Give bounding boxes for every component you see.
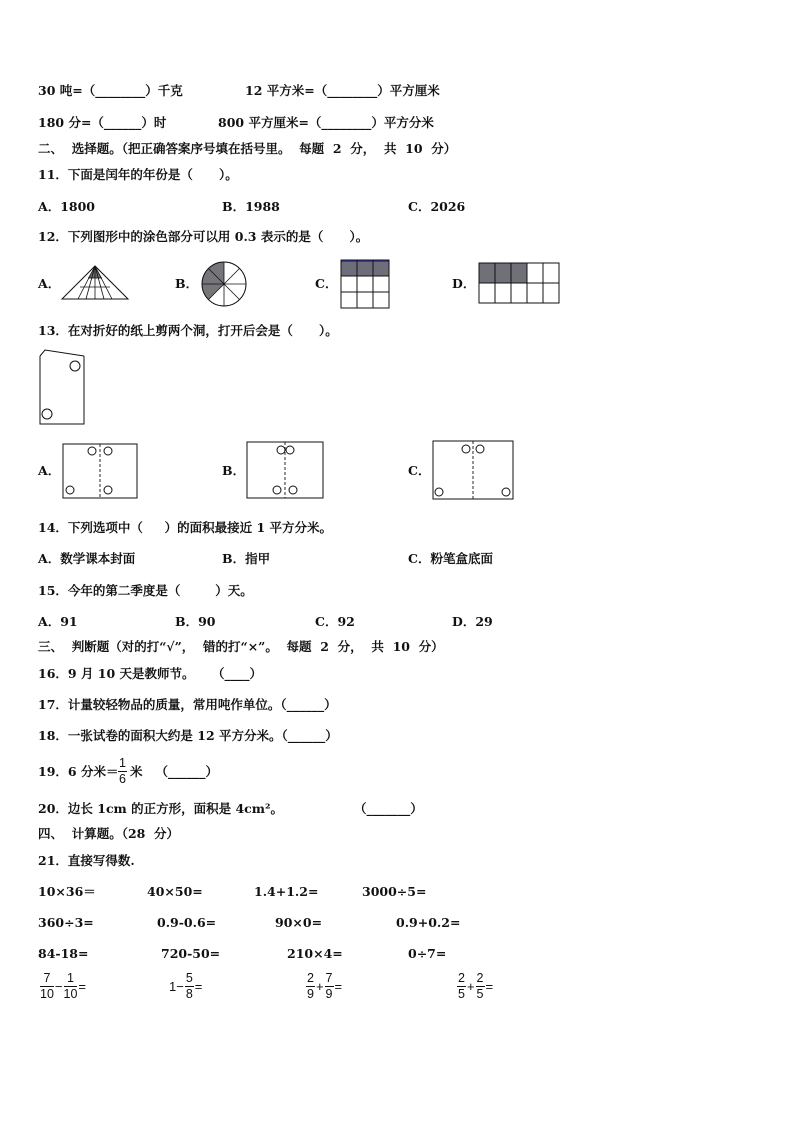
option-15-b[interactable]: B．90	[175, 614, 216, 629]
calc-item: 0÷7=	[408, 946, 447, 961]
grid-3x3-figure	[340, 259, 390, 309]
question-12: 12．下列图形中的涂色部分可以用 0.3 表示的是（ ）。	[38, 229, 369, 244]
equals-sign: =	[78, 979, 86, 995]
option-12-b[interactable]: B．	[175, 276, 199, 291]
pie-circle-figure	[200, 260, 248, 308]
fraction-numerator: 2	[457, 972, 466, 987]
question-19-post: 米 （______）	[130, 764, 219, 779]
fill-item-tons: 30 吨=（________）千克	[38, 83, 183, 98]
question-15: 15．今年的第二季度是（ ）天。	[38, 583, 253, 598]
operator: −	[54, 979, 63, 995]
operand-lead: 1−	[169, 979, 184, 995]
fraction-numerator: 7	[40, 972, 54, 987]
option-11-c[interactable]: C．2026	[408, 199, 466, 214]
fraction-denominator: 9	[307, 987, 314, 1002]
calc-item: 0.9-0.6=	[157, 915, 217, 930]
question-18: 18．一张试卷的面积大约是 12 平方分米。（______）	[38, 728, 338, 743]
option-14-b[interactable]: B．指甲	[222, 551, 271, 566]
section-heading-choice: 二、 选择题。（把正确答案序号填在括号里。 每题 2 分， 共 10 分）	[38, 141, 457, 156]
question-16: 16．9 月 10 天是教师节。 （____）	[38, 666, 262, 681]
question-13: 13．在对折好的纸上剪两个洞，打开后会是（ ）。	[38, 323, 338, 338]
calc-item: 210×4=	[287, 946, 343, 961]
grid-shaded-cells	[479, 263, 527, 283]
grid-5x2-figure	[478, 262, 560, 304]
calc-item: 0.9+0.2=	[396, 915, 461, 930]
option-13-a[interactable]: A．	[38, 463, 61, 478]
unfolded-paper-a	[62, 443, 138, 499]
fraction-denominator: 10	[40, 987, 54, 1002]
answer-blank-20[interactable]: （_______）	[354, 801, 423, 816]
option-12-c[interactable]: C．	[315, 276, 338, 291]
question-19-pre: 19．6 分米＝	[38, 764, 119, 779]
fill-item-square-cm: 800 平方厘米=（________）平方分米	[218, 115, 434, 130]
question-11: 11．下面是闰年的年份是（ ）。	[38, 167, 238, 182]
calc-item: 84-18=	[38, 946, 89, 961]
section-heading-calculation: 四、 计算题。（28 分）	[38, 826, 180, 841]
section-heading-judgement: 三、 判断题（对的打“√”， 错的打“×”。 每题 2 分， 共 10 分）	[38, 639, 444, 654]
option-15-c[interactable]: C．92	[315, 614, 355, 629]
question-20: 20．边长 1cm 的正方形，面积是 4cm²。	[38, 801, 283, 816]
equals-sign: =	[485, 979, 494, 995]
calc-item: 360÷3=	[38, 915, 94, 930]
fraction-numerator: 2	[306, 972, 315, 987]
unfolded-paper-b	[246, 441, 324, 499]
option-13-b[interactable]: B．	[222, 463, 246, 478]
hole-bottom-left	[42, 409, 52, 419]
calc-item: 10×36＝	[38, 884, 96, 899]
option-15-a[interactable]: A．91	[38, 614, 78, 629]
fill-item-square-meters: 12 平方米=（________）平方厘米	[245, 83, 440, 98]
calc-item: 720-50=	[161, 946, 221, 961]
calc-item: 90×0=	[275, 915, 323, 930]
fraction-denominator: 5	[458, 987, 465, 1002]
fill-item-minutes: 180 分=（______）时	[38, 115, 167, 130]
equals-sign: =	[334, 979, 343, 995]
calc-item: 40×50=	[147, 884, 203, 899]
option-11-a[interactable]: A．1800	[38, 199, 95, 214]
triangle-figure	[60, 264, 130, 302]
fraction-expression-4	[457, 972, 494, 1001]
calc-item: 1.4+1.2=	[254, 884, 319, 899]
option-14-c[interactable]: C．粉笔盒底面	[408, 551, 493, 566]
folded-paper-figure	[37, 348, 87, 426]
fraction-expression-2	[168, 972, 203, 1001]
option-11-b[interactable]: B．1988	[222, 199, 280, 214]
fraction-numerator: 7	[325, 972, 334, 987]
question-19-fraction	[118, 757, 127, 786]
option-15-d[interactable]: D．29	[452, 614, 493, 629]
option-12-d[interactable]: D．	[452, 276, 476, 291]
fraction-numerator: 1	[118, 757, 127, 772]
question-14: 14．下列选项中（ ）的面积最接近 1 平方分米。	[38, 520, 333, 535]
fraction-denominator: 8	[185, 987, 193, 1002]
unfolded-paper-c	[432, 440, 514, 500]
fraction-denominator: 9	[325, 987, 333, 1002]
fraction-numerator: 1	[64, 972, 78, 987]
fraction-expression-1	[40, 972, 87, 1001]
calc-item: 3000÷5=	[362, 884, 427, 899]
operator: +	[466, 979, 475, 995]
fraction-denominator: 5	[476, 987, 484, 1002]
grid-shaded-row	[341, 260, 389, 276]
option-14-a[interactable]: A．数学课本封面	[38, 551, 136, 566]
fraction-denominator: 6	[119, 772, 126, 787]
fraction-numerator: 5	[185, 972, 194, 987]
equals-sign: =	[194, 979, 203, 995]
question-21: 21．直接写得数.	[38, 853, 135, 868]
question-17: 17．计量较轻物品的质量，常用吨作单位。（______）	[38, 697, 337, 712]
operator: +	[315, 979, 324, 995]
hole-top-right	[70, 361, 80, 371]
option-12-a[interactable]: A．	[38, 276, 61, 291]
fraction-numerator: 2	[476, 972, 485, 987]
fraction-expression-3	[306, 972, 343, 1001]
option-13-c[interactable]: C．	[408, 463, 431, 478]
fraction-denominator: 10	[63, 987, 78, 1002]
